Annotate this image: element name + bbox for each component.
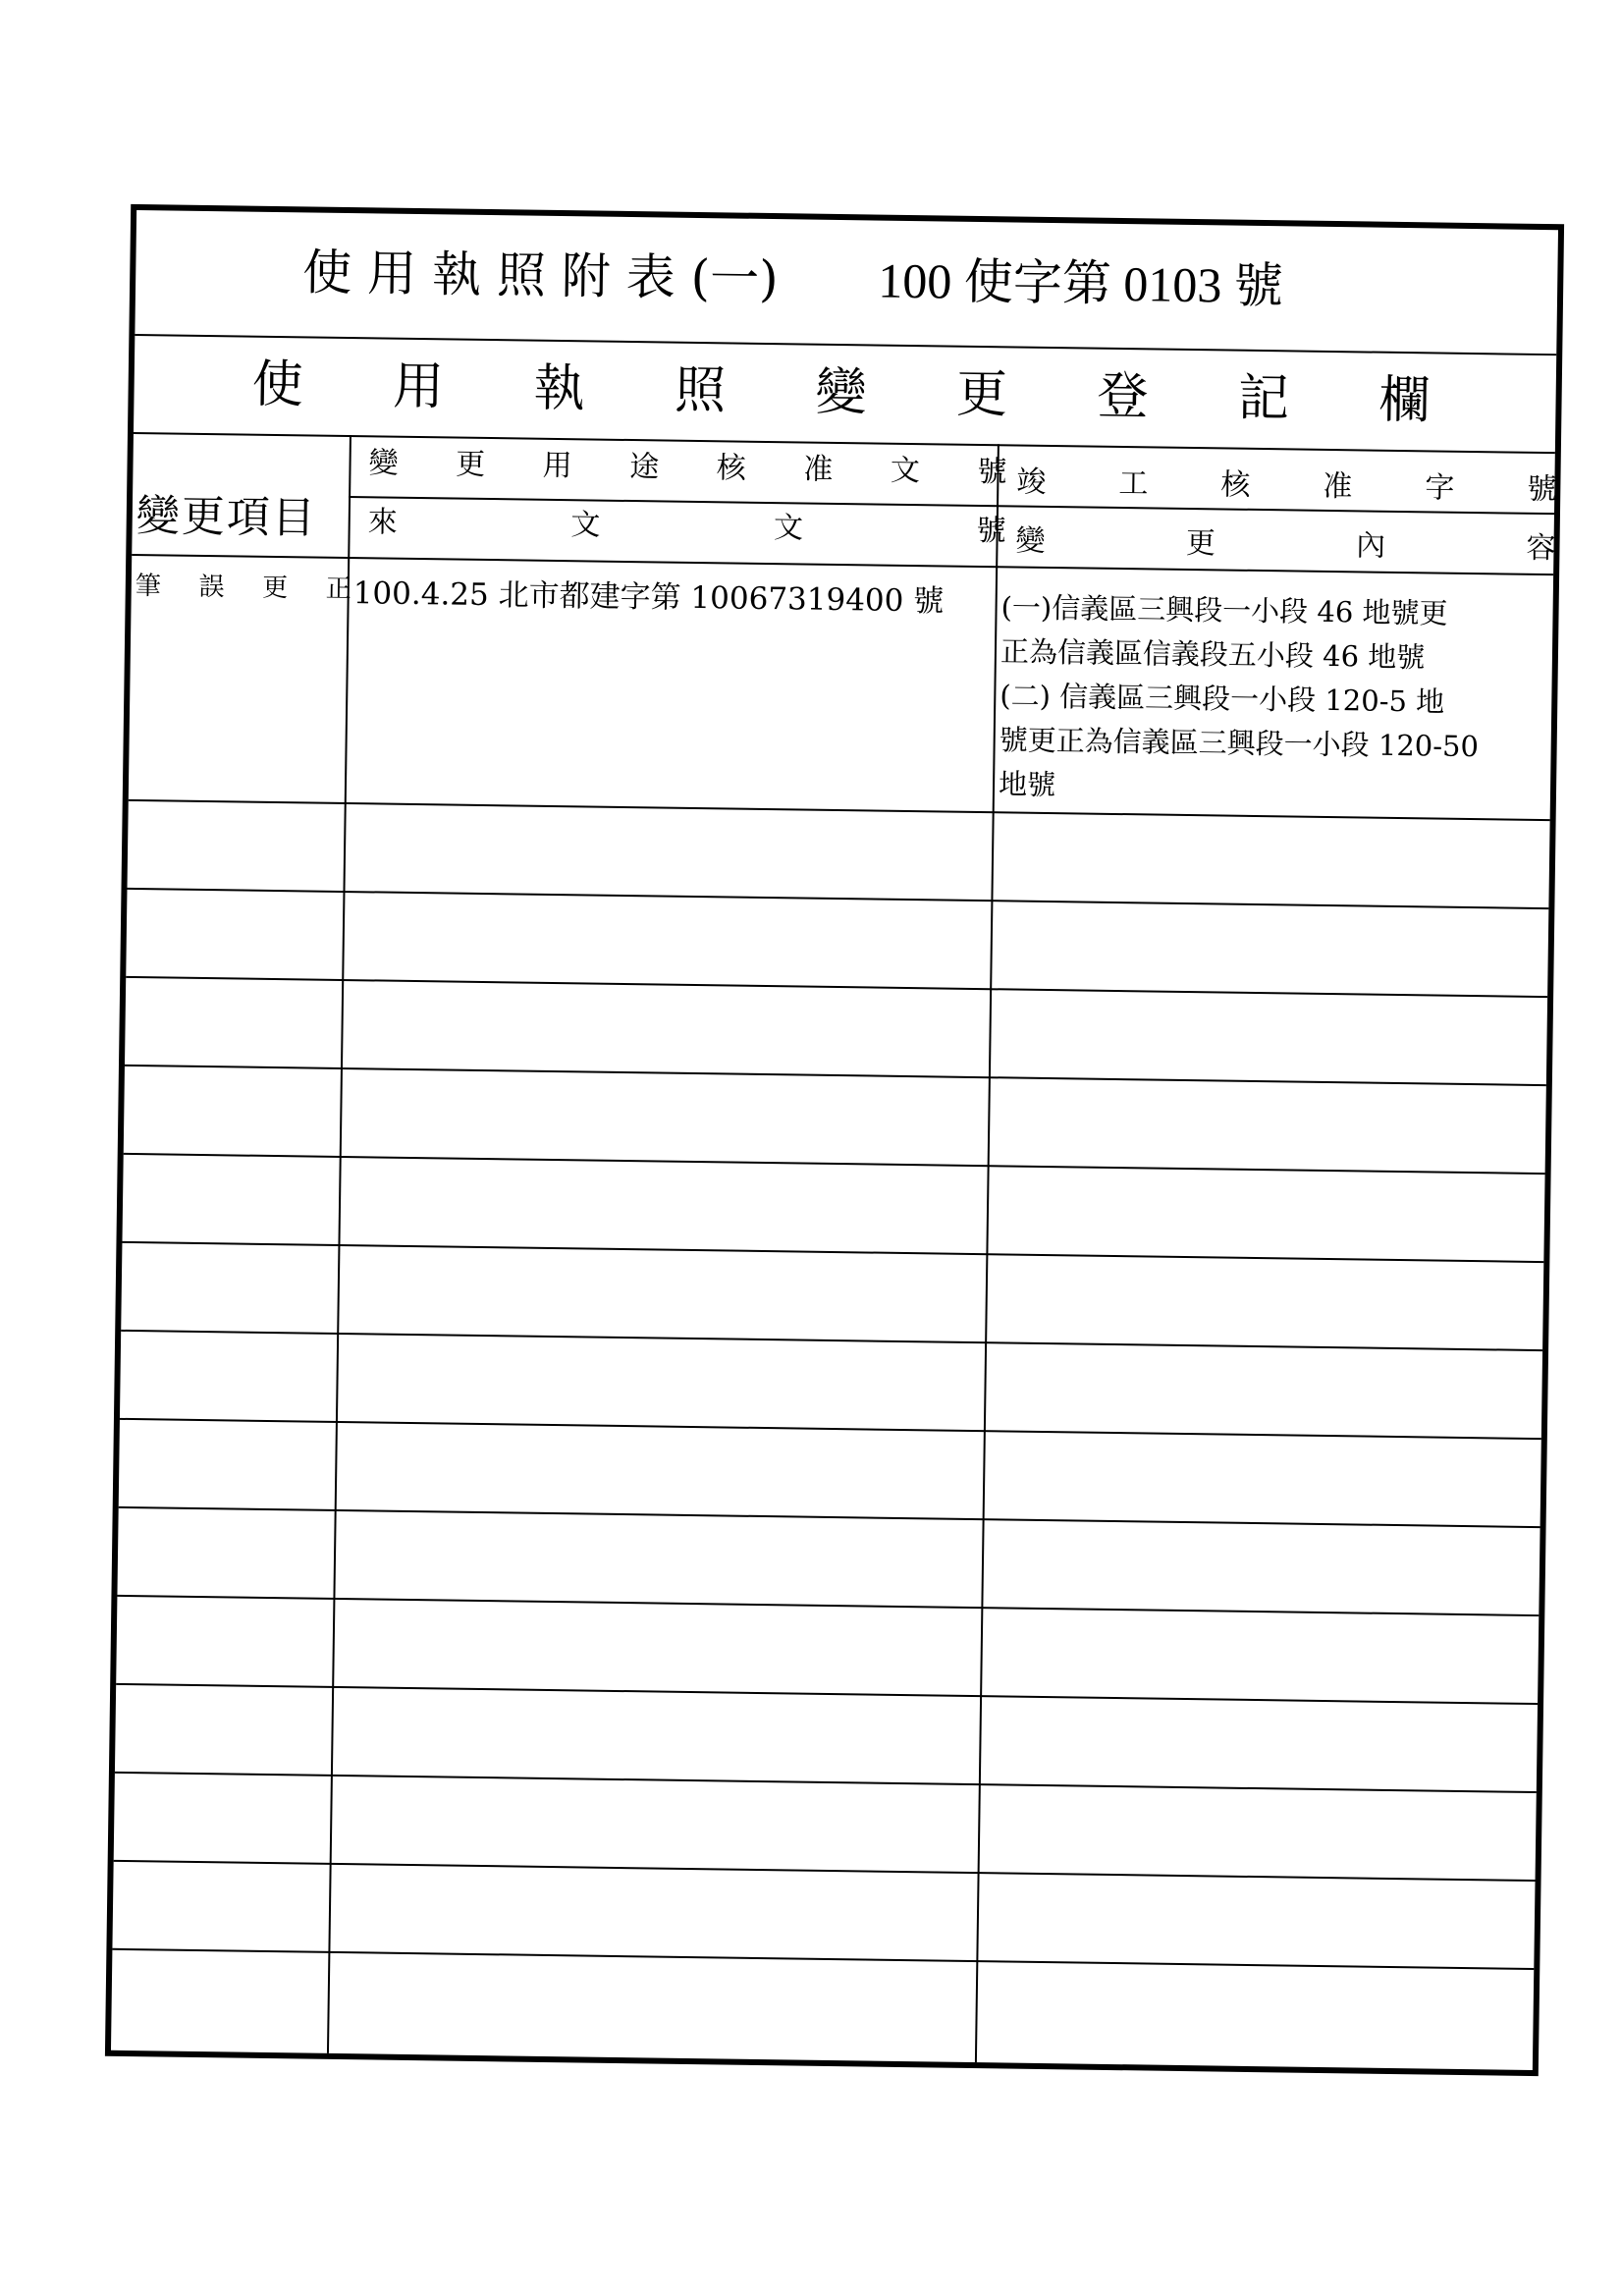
content-line: (一)信義區三興段一小段 46 地號更 bbox=[1000, 590, 1448, 630]
row-divider bbox=[119, 1506, 1540, 1528]
row-divider bbox=[114, 1860, 1536, 1882]
row-divider bbox=[127, 888, 1548, 909]
form-title-row bbox=[135, 246, 1558, 314]
permit-number: 100 使字第 0103 號 bbox=[878, 252, 1284, 314]
row-divider bbox=[126, 976, 1547, 998]
content-line: (二) 信義區三興段一小段 120-5 地 bbox=[1000, 679, 1445, 719]
row-divider bbox=[120, 1418, 1541, 1440]
header-change-item: 變更項目 bbox=[135, 491, 318, 544]
row-divider bbox=[121, 1330, 1542, 1351]
row-divider bbox=[124, 1153, 1545, 1175]
row-divider bbox=[115, 1772, 1537, 1793]
form-title: 使 用 執 照 附 表 (一) bbox=[301, 244, 780, 308]
section-title: 使 用 執 照 變 更 登 記 欄 bbox=[251, 355, 1431, 431]
header-completion-number: 竣 工 核 准 字 號 bbox=[1016, 465, 1557, 508]
content-line: 號更正為信義區三興段一小段 120-50 bbox=[999, 723, 1480, 763]
row-divider bbox=[122, 1241, 1543, 1263]
content-line: 地號 bbox=[998, 767, 1056, 801]
title-divider bbox=[135, 334, 1556, 355]
content-line: 正為信義區信義段五小段 46 地號 bbox=[1000, 634, 1426, 675]
header-reference-number: 來 文 文 號 bbox=[367, 505, 1006, 549]
section-divider bbox=[134, 432, 1555, 454]
row-divider bbox=[116, 1683, 1538, 1705]
registration-form-frame bbox=[105, 204, 1564, 2076]
header-change-content: 變 更 內 容 bbox=[1015, 523, 1556, 567]
header-approval-number: 變 更 用 途 核 准 文 號 bbox=[368, 446, 1007, 490]
row-1-reference: 100.4.25 北市都建字第 10067319400 號 bbox=[352, 575, 945, 620]
row-1-change-content bbox=[999, 585, 1561, 814]
row-divider bbox=[125, 1065, 1546, 1086]
row-divider bbox=[112, 1948, 1534, 1970]
row-divider bbox=[117, 1595, 1539, 1616]
row-1-item: 筆 誤 更 正 bbox=[135, 572, 351, 605]
